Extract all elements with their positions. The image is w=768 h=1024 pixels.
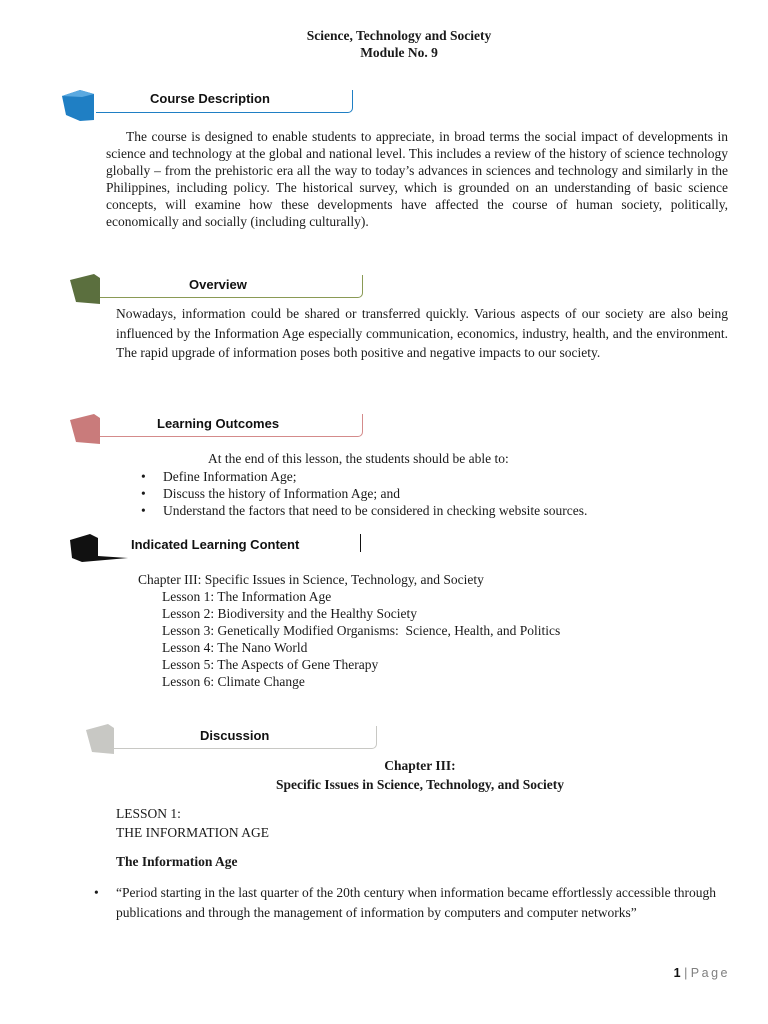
page-label: Page [690, 966, 730, 980]
discussion-label: Discussion [200, 728, 270, 743]
overview-tab-icon [70, 274, 102, 306]
learning-content-tab-icon [68, 532, 130, 564]
overview-label: Overview [189, 277, 247, 292]
module-number: Module No. 9 [360, 45, 438, 60]
course-description-text: The course is designed to enable students to appreciate, in broad terms the social impact of developments in science and technology at the global and national level. This includes a review of the history of science technology globally – from the prehistoric era all the way to today’s advances in sciences and technology and similarly in the Philippines, including policy. The historical survey, which is grounded on an understanding of basic science concepts, will examine how these developments have affected the course of human society, politically, economically and socially (including culturally). [106, 129, 728, 229]
learning-content-end-mark [360, 534, 361, 552]
discussion-bullet-list [90, 883, 730, 922]
footer-separator: | [684, 966, 688, 980]
lesson-title: THE INFORMATION AGE [116, 825, 269, 840]
learning-content-label: Indicated Learning Content [131, 537, 300, 552]
list-item: Lesson 5: The Aspects of Gene Therapy [162, 657, 379, 672]
document-title: Science, Technology and Society [306, 28, 492, 43]
list-item: • Discuss the history of Information Age; and [137, 485, 737, 502]
list-item: Lesson 1: The Information Age [162, 589, 332, 604]
learning-outcomes-list [137, 468, 737, 519]
learning-outcomes-label: Learning Outcomes [157, 416, 280, 431]
discussion-chapter-number: Chapter III: [384, 758, 456, 773]
page-number: 1 [673, 966, 681, 980]
page-footer [674, 966, 730, 980]
list-item: • “Period starting in the last quarter of the 20th century when information became effortlessly accessible through publications and through the management of information by computers and computer networks” [90, 883, 730, 922]
list-item: Lesson 4: The Nano World [162, 640, 308, 655]
course-description-tab-icon [60, 88, 96, 122]
learning-outcomes-tab-icon [70, 414, 102, 446]
list-item: Lesson 6: Climate Change [162, 674, 305, 689]
list-item: • Define Information Age; [137, 468, 737, 485]
discussion-subheading: The Information Age [116, 854, 238, 869]
learning-outcomes-intro: At the end of this lesson, the students should be able to: [208, 451, 509, 466]
chapter-title: Chapter III: Specific Issues in Science, Technology, and Society [138, 572, 484, 587]
discussion-chapter-title: Specific Issues in Science, Technology, and Society [275, 777, 565, 792]
list-item: Lesson 2: Biodiversity and the Healthy Society [162, 606, 417, 621]
learning-content-chapter [138, 571, 484, 588]
overview-text: Nowadays, information could be shared or transferred quickly. Various aspects of our society are also being influenced by the Information Age especially communication, economics, industry, health, and the environment. The rapid upgrade of information poses both positive and negative impacts to our society. [116, 306, 728, 360]
lesson-number: LESSON 1: [116, 806, 181, 821]
list-item: • Understand the factors that need to be considered in checking website sources. [137, 502, 737, 519]
lesson-list [162, 588, 560, 690]
course-description-label: Course Description [150, 91, 270, 106]
list-item: Lesson 3: Genetically Modified Organisms: Science, Health, and Politics [162, 623, 561, 638]
